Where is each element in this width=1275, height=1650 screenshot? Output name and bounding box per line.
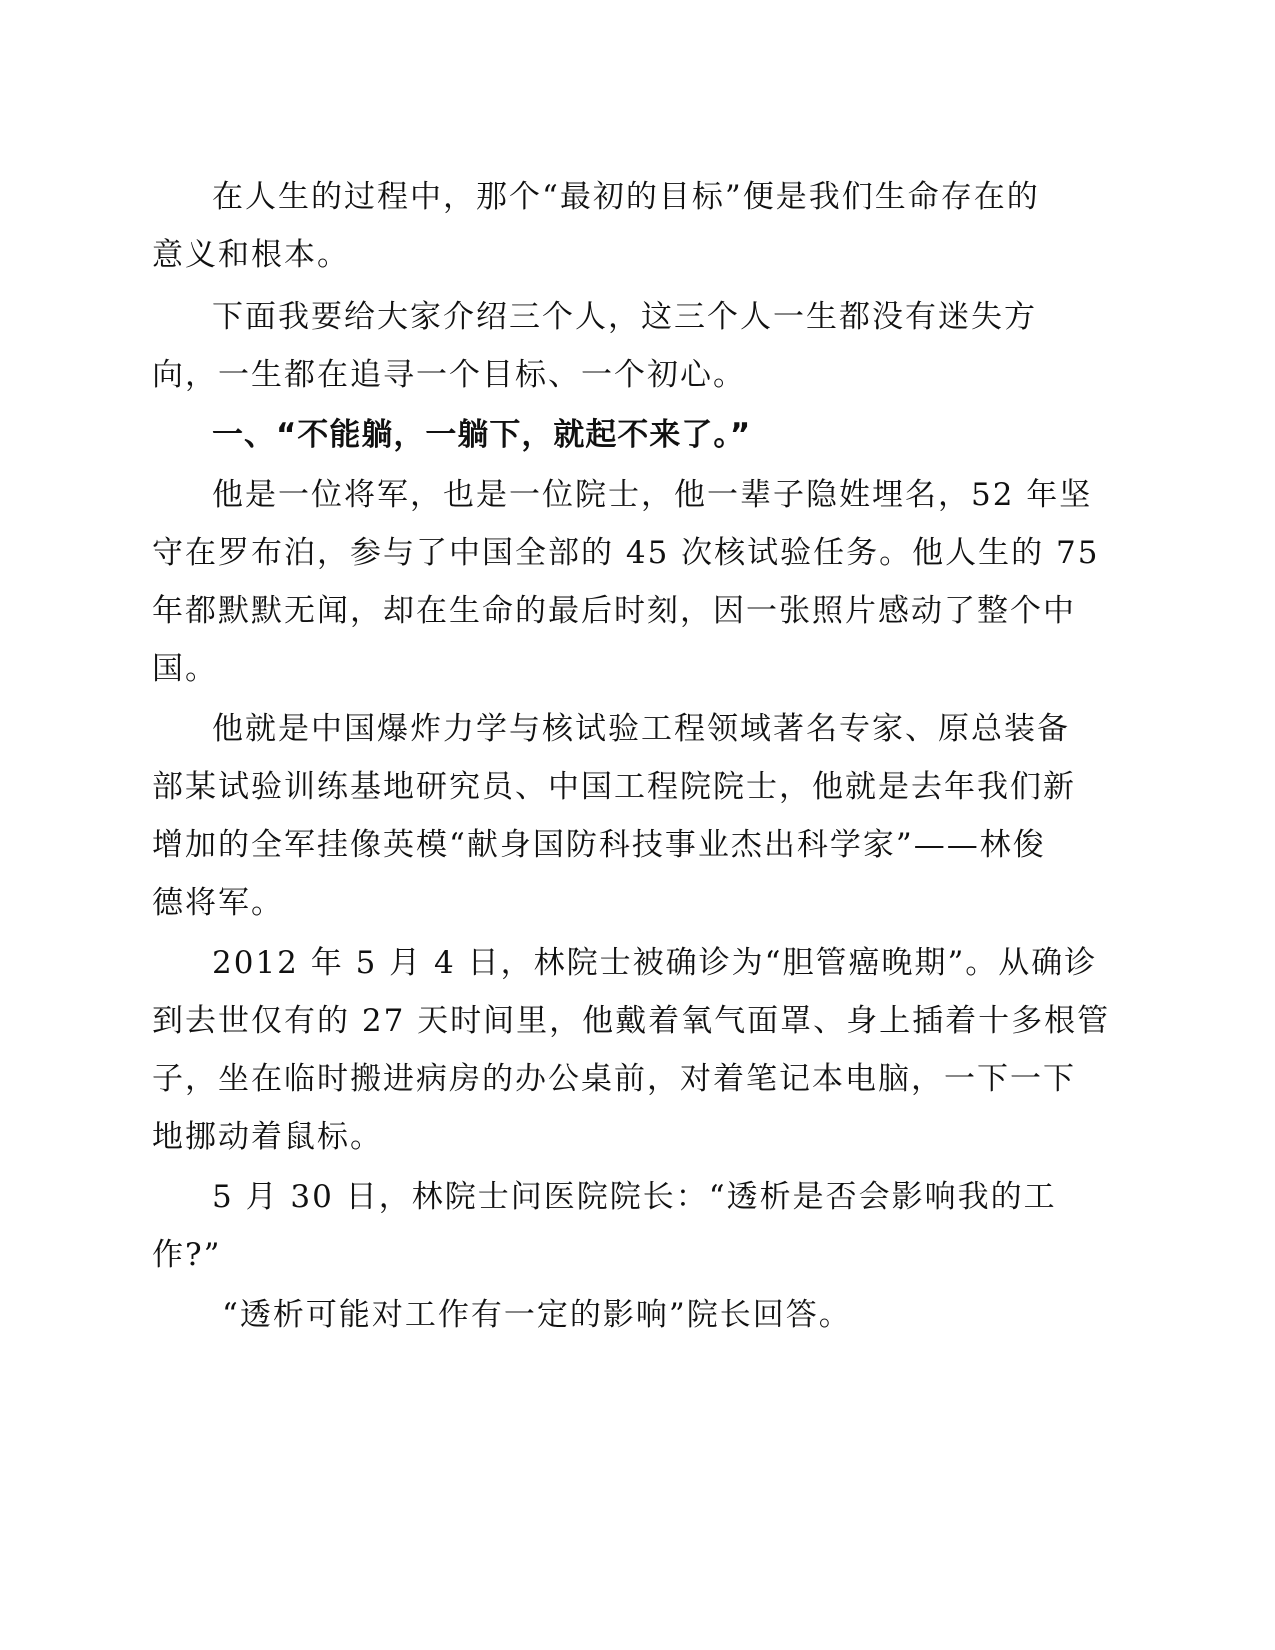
paragraph-7-line-1: “透析可能对工作有一定的影响”院长回答。 (222, 1297, 852, 1333)
paragraph-2-line-1: 下面我要给大家介绍三个人，这三个人一生都没有迷失方 (212, 299, 1037, 335)
paragraph-1-line-2: 意义和根本。 (152, 237, 350, 273)
section-heading: 一、“不能躺，一躺下，就起不来了。” (212, 417, 752, 453)
paragraph-4-line-1: 他就是中国爆炸力学与核试验工程领域著名专家、原总装备 (212, 711, 1070, 747)
paragraph-6-line-1: 5 月 30 日，林院士问医院院长：“透析是否会影响我的工 (212, 1179, 1057, 1215)
paragraph-4-line-3: 增加的全军挂像英模“献身国防科技事业杰出科学家”——林俊 (152, 827, 1046, 863)
paragraph-5-line-3: 子，坐在临时搬进病房的办公桌前，对着笔记本电脑，一下一下 (152, 1061, 1076, 1097)
paragraph-3-line-3: 年都默默无闻，却在生命的最后时刻，因一张照片感动了整个中 (152, 593, 1076, 629)
paragraph-6-line-2: 作?” (152, 1237, 222, 1273)
paragraph-3-line-1: 他是一位将军，也是一位院士，他一辈子隐姓埋名，52 年坚 (212, 477, 1093, 513)
paragraph-2-line-2: 向，一生都在追寻一个目标、一个初心。 (152, 357, 746, 393)
paragraph-5-line-4: 地挪动着鼠标。 (152, 1119, 383, 1155)
paragraph-5-line-2: 到去世仅有的 27 天时间里，他戴着氧气面罩、身上插着十多根管 (152, 1003, 1111, 1039)
paragraph-1-line-1: 在人生的过程中，那个“最初的目标”便是我们生命存在的 (212, 179, 1040, 215)
paragraph-4-line-4: 德将军。 (152, 885, 284, 921)
paragraph-4-line-2: 部某试验训练基地研究员、中国工程院院士，他就是去年我们新 (152, 769, 1076, 805)
paragraph-5-line-1: 2012 年 5 月 4 日，林院士被确诊为“胆管癌晚期”。从确诊 (212, 945, 1098, 981)
paragraph-3-line-2: 守在罗布泊，参与了中国全部的 45 次核试验任务。他人生的 75 (152, 535, 1100, 571)
paragraph-3-line-4: 国。 (152, 651, 218, 687)
